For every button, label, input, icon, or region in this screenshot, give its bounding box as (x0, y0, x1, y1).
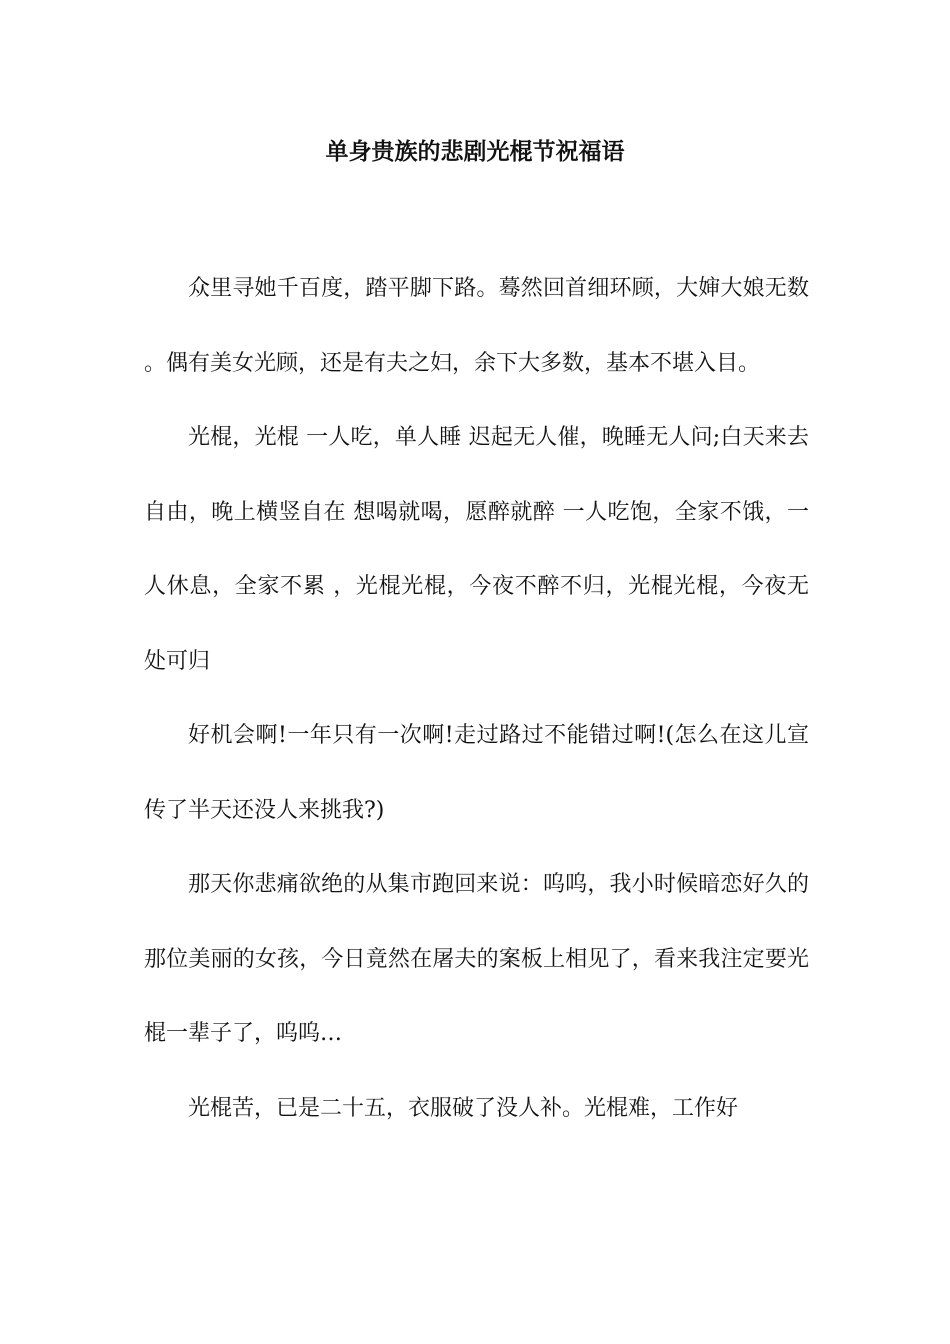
document-body (144, 252, 809, 1146)
paragraph-3: 好机会啊!一年只有一次啊!走过路过不能错过啊!(怎么在这儿宣传了半天还没人来挑我?) (144, 723, 809, 823)
paragraph-1: 众里寻她千百度，踏平脚下路。蓦然回首细环顾，大婶大娘无数。偶有美女光顾，还是有夫之妇，余下大多数，基本不堪入目。 (144, 276, 809, 376)
document-title: 单身贵族的悲剧光棍节祝福语 (325, 138, 625, 165)
paragraph-4: 那天你悲痛欲绝的从集市跑回来说：呜呜，我小时候暗恋好久的那位美丽的女孩，今日竟然在屠夫的案板上相见了，看来我注定要光棍一辈子了，呜呜… (144, 872, 809, 1046)
paragraph-2: 光棍，光棍 一人吃，单人睡 迟起无人催，晚睡无人问;白天来去自由，晚上横竖自在 想喝就喝，愿醉就醉 一人吃饱，全家不饿，一人休息，全家不累 ，光棍光棍，今夜不醉不归，光棍光棍，今夜无处可归 (144, 425, 809, 674)
paragraph-5: 光棍苦，已是二十五，衣服破了没人补。光棍难，工作好 (188, 1095, 739, 1121)
